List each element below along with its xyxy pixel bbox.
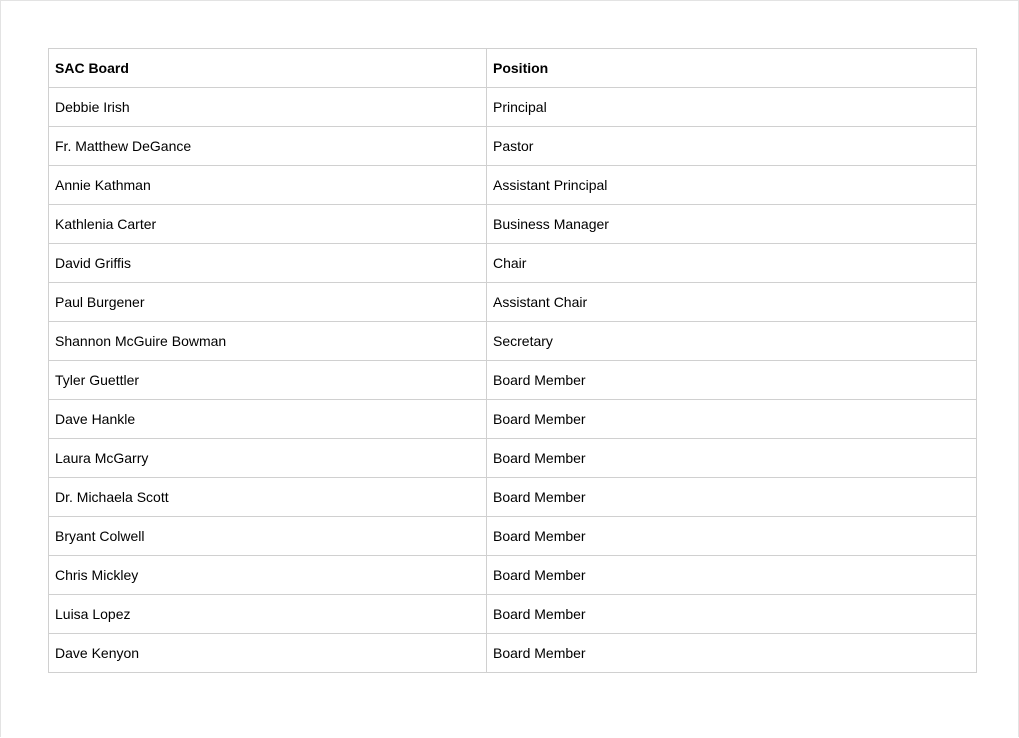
position-cell: Secretary bbox=[487, 322, 977, 361]
position-cell: Board Member bbox=[487, 400, 977, 439]
position-cell: Assistant Chair bbox=[487, 283, 977, 322]
table-row bbox=[49, 322, 977, 361]
member-name-cell: Bryant Colwell bbox=[49, 517, 487, 556]
position-cell: Assistant Principal bbox=[487, 166, 977, 205]
position-cell: Principal bbox=[487, 88, 977, 127]
table-row bbox=[49, 88, 977, 127]
member-name-cell: Luisa Lopez bbox=[49, 595, 487, 634]
position-cell: Business Manager bbox=[487, 205, 977, 244]
column-header-sac-board: SAC Board bbox=[49, 49, 487, 88]
member-name-cell: Dr. Michaela Scott bbox=[49, 478, 487, 517]
table-row bbox=[49, 166, 977, 205]
member-name-cell: Chris Mickley bbox=[49, 556, 487, 595]
table-row bbox=[49, 517, 977, 556]
table-row bbox=[49, 595, 977, 634]
header-row bbox=[49, 49, 977, 88]
table-row bbox=[49, 205, 977, 244]
position-cell: Board Member bbox=[487, 478, 977, 517]
position-cell: Chair bbox=[487, 244, 977, 283]
member-name-cell: Fr. Matthew DeGance bbox=[49, 127, 487, 166]
table-row bbox=[49, 361, 977, 400]
member-name-cell: Shannon McGuire Bowman bbox=[49, 322, 487, 361]
member-name-cell: Dave Hankle bbox=[49, 400, 487, 439]
table-row bbox=[49, 127, 977, 166]
table-row bbox=[49, 283, 977, 322]
member-name-cell: Annie Kathman bbox=[49, 166, 487, 205]
sac-board-table bbox=[48, 48, 977, 673]
column-header-position: Position bbox=[487, 49, 977, 88]
position-cell: Board Member bbox=[487, 595, 977, 634]
position-cell: Board Member bbox=[487, 634, 977, 673]
position-cell: Board Member bbox=[487, 361, 977, 400]
member-name-cell: Tyler Guettler bbox=[49, 361, 487, 400]
table-row bbox=[49, 244, 977, 283]
table-row bbox=[49, 634, 977, 673]
table-row bbox=[49, 439, 977, 478]
member-name-cell: Kathlenia Carter bbox=[49, 205, 487, 244]
member-name-cell: Debbie Irish bbox=[49, 88, 487, 127]
position-cell: Board Member bbox=[487, 439, 977, 478]
member-name-cell: Paul Burgener bbox=[49, 283, 487, 322]
member-name-cell: Laura McGarry bbox=[49, 439, 487, 478]
position-cell: Pastor bbox=[487, 127, 977, 166]
member-name-cell: David Griffis bbox=[49, 244, 487, 283]
position-cell: Board Member bbox=[487, 517, 977, 556]
position-cell: Board Member bbox=[487, 556, 977, 595]
table-row bbox=[49, 478, 977, 517]
table-row bbox=[49, 556, 977, 595]
table-row bbox=[49, 400, 977, 439]
member-name-cell: Dave Kenyon bbox=[49, 634, 487, 673]
